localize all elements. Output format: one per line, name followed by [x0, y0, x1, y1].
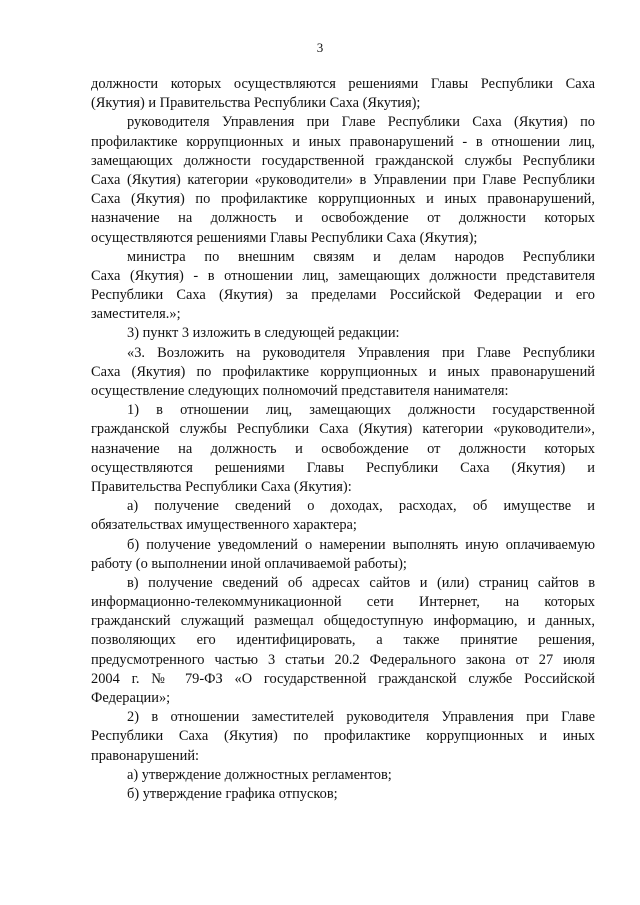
text-line: назначение на должность и освобождение от должности которых — [91, 440, 595, 457]
text-line: правонарушений: — [91, 747, 200, 764]
text-line: назначение на должность и освобождение от должности которых — [91, 210, 595, 227]
text-line: осуществляются решениями Главы Республики Саха (Якутия) и — [91, 459, 595, 476]
text-line: «3. Возложить на руководителя Управления при Главе Республики — [127, 344, 595, 361]
text-line: информационно-телекоммуникационной сети Интернет, на которых — [91, 594, 595, 611]
text-line: б) утверждение графика отпусков; — [127, 785, 338, 802]
text-line: гражданской службы Республики Саха (Якутия) категории «руководители», — [91, 421, 595, 438]
text-line: профилактике коррупционных и иных правонарушений - в отношении лиц, — [91, 133, 595, 150]
text-line: должности которых осуществляются решениями Главы Республики Саха — [91, 76, 595, 92]
text-line: 1) в отношении лиц, замещающих должности государственной — [127, 402, 595, 419]
text-line: 2) в отношении заместителей руководителя Управления при Главе — [127, 709, 595, 726]
text-line: Саха (Якутия) категории «руководители» в Управлении при Главе Республики — [91, 171, 595, 188]
text-line: а) утверждение должностных регламентов; — [127, 766, 392, 783]
text-line: осуществляются решениями Главы Республики Саха (Якутия); — [91, 229, 478, 246]
text-line: гражданский служащий размещал общедоступную информацию, и данных, — [91, 613, 595, 630]
text-line: Федерации»; — [91, 690, 171, 706]
text-line: работу (о выполнении иной оплачиваемой работы); — [91, 555, 407, 572]
text-line: Саха (Якутия) по профилактике коррупционных и иных правонарушений, — [91, 191, 595, 208]
text-line: осуществление следующих полномочий представителя нанимателя: — [91, 383, 509, 399]
text-line: б) получение уведомлений о намерении выполнять иную оплачиваемую — [127, 536, 595, 553]
page-number: 3 — [316, 40, 324, 55]
text-line: Республики Саха (Якутия) по профилактике коррупционных и иных — [91, 728, 595, 745]
text-line: Саха (Якутия) по профилактике коррупционных и иных правонарушений — [91, 363, 595, 380]
text-line: в) получение сведений об адресах сайтов и (или) страниц сайтов в — [127, 574, 595, 591]
text-line: заместителя.»; — [91, 306, 181, 323]
text-line: а) получение сведений о доходах, расходах, об имуществе и — [127, 498, 595, 515]
text-line: замещающих должности государственной гражданской службы Республики — [91, 152, 595, 169]
text-line: руководителя Управления при Главе Республики Саха (Якутия) по — [127, 114, 595, 131]
text-line: 3) пункт 3 изложить в следующей редакции: — [127, 325, 400, 342]
text-line: Республики Саха (Якутия) за пределами Российской Федерации и его — [91, 287, 595, 304]
document-body — [91, 75, 595, 804]
text-line: (Якутия) и Правительства Республики Саха (Якутия); — [91, 95, 421, 112]
text-line: позволяющих его идентифицировать, а также принятие решения, — [91, 632, 595, 649]
text-line: предусмотренного частью 3 статьи 20.2 Федерального закона от 27 июля — [91, 651, 595, 668]
text-line: 2004 г. № 79-ФЗ «О государственной гражданской службе Российской — [91, 670, 595, 687]
text-line: Правительства Республики Саха (Якутия): — [91, 478, 352, 495]
text-line: Саха (Якутия) - в отношении лиц, замещающих должности представителя — [91, 267, 595, 284]
text-line: министра по внешним связям и делам народов Республики — [127, 248, 595, 265]
text-line: обязательствах имущественного характера; — [91, 517, 357, 534]
